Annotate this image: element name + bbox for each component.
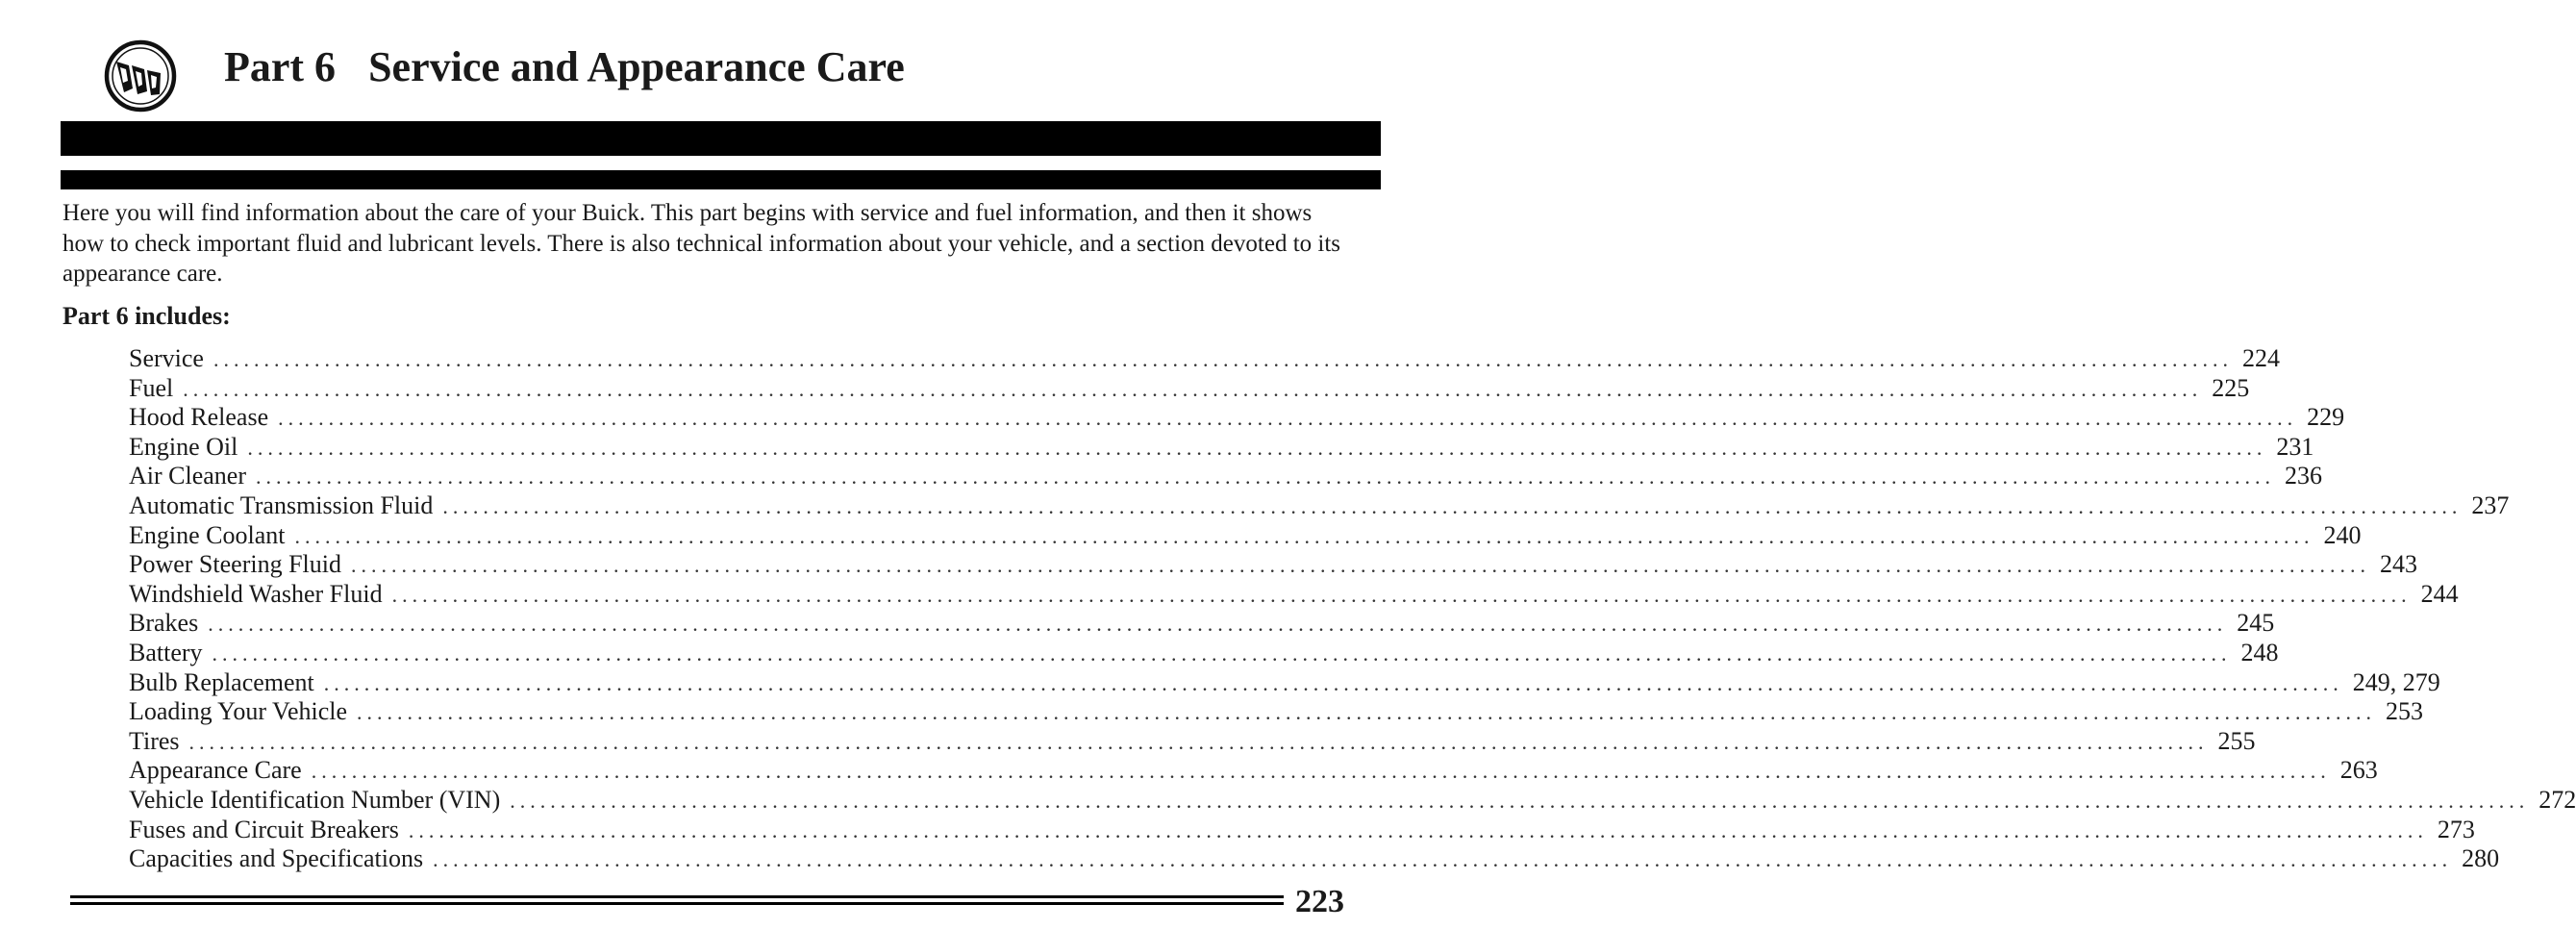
intro-paragraph [63, 198, 1341, 289]
toc-entry-label: Loading Your Vehicle [129, 697, 348, 726]
toc-entry-label: Brakes [129, 609, 199, 638]
toc-entry-label: Fuel [129, 373, 174, 402]
toc-entry-label: Engine Oil [129, 432, 238, 461]
buick-tri-shield-icon [103, 38, 178, 113]
part-label: Part 6 [224, 43, 337, 90]
toc-entry-page: 263 [2339, 756, 2378, 785]
toc-entry-page: 244 [2420, 579, 2459, 608]
toc-entry-page: 224 [2241, 344, 2280, 372]
toc-entry [129, 785, 2576, 816]
toc-entry-page: 280 [2462, 844, 2500, 873]
toc-entry-label: Automatic Transmission Fluid [129, 490, 434, 519]
toc-entry-page: 240 [2323, 520, 2362, 549]
toc-leader-dots: ........................................................................................................................................................................................................ [183, 376, 2203, 401]
toc-entry [129, 815, 2475, 845]
toc-entry-page: 255 [2217, 726, 2256, 755]
toc-leader-dots: ........................................................................................................................................................................................................ [323, 670, 2343, 695]
toc-entry-page: 243 [2380, 550, 2417, 579]
toc-entry [129, 403, 2345, 433]
toc-leader-dots: ........................................................................................................................................................................................................ [433, 847, 2453, 872]
toc-entry-label: Engine Coolant [129, 520, 286, 549]
toc-entry [129, 667, 2440, 698]
toc-entry [129, 756, 2378, 786]
toc-entry [129, 373, 2250, 404]
toc-entry-label: Windshield Washer Fluid [129, 579, 383, 608]
toc-leader-dots: ........................................................................................................................................................................................................ [442, 493, 2463, 518]
toc-leader-dots: ........................................................................................................................................................................................................ [247, 435, 2267, 460]
header-divider-thin [61, 170, 1381, 189]
toc-entry-label: Battery [129, 638, 203, 666]
toc-entry-page: 248 [2240, 638, 2279, 666]
toc-entry [129, 726, 2256, 757]
toc-entry [129, 579, 2459, 610]
toc-entry [129, 697, 2424, 727]
toc-entry-page: 237 [2471, 490, 2510, 519]
intro-text: Here you will find information about the care of your Buick. This part begins with service and fuel information, and then it shows how to check important fluid and lubricant levels. There is also technical information about your vehicle, and a section devoted to its appearance care. [63, 200, 1341, 287]
toc-entry-page: 225 [2212, 373, 2250, 402]
toc-leader-dots: ........................................................................................................................................................................................................ [278, 406, 2298, 431]
page-title [224, 43, 905, 90]
toc-entry-page: 236 [2285, 462, 2323, 490]
toc-entry [129, 609, 2275, 639]
toc-entry-label: Capacities and Specifications [129, 844, 424, 873]
toc-entry-label: Vehicle Identification Number (VIN) [129, 785, 501, 814]
toc-leader-dots: ........................................................................................................................................................................................................ [294, 523, 2314, 548]
toc-leader-dots: ........................................................................................................................................................................................................ [510, 788, 2530, 813]
toc-entry-page: 272 [2538, 785, 2576, 814]
toc-entry-page: 245 [2237, 609, 2275, 638]
toc-leader-dots: ........................................................................................................................................................................................................ [256, 465, 2276, 490]
toc-leader-dots: ........................................................................................................................................................................................................ [212, 641, 2232, 666]
footer-rule-top [70, 895, 1284, 898]
table-of-contents [129, 344, 2576, 874]
toc-entry-page: 231 [2276, 432, 2314, 461]
toc-entry-page: 229 [2307, 403, 2345, 432]
page-number: 223 [1295, 884, 1344, 919]
toc-leader-dots: ........................................................................................................................................................................................................ [311, 759, 2331, 784]
toc-entry-page: 249, 279 [2352, 667, 2440, 696]
toc-entry-label: Bulb Replacement [129, 667, 314, 696]
toc-leader-dots: ........................................................................................................................................................................................................ [391, 582, 2412, 607]
toc-entry-page: 253 [2386, 697, 2424, 726]
toc-entry-label: Appearance Care [129, 756, 302, 785]
toc-entry-label: Tires [129, 726, 180, 755]
includes-heading: Part 6 includes: [63, 302, 231, 330]
toc-entry-label: Hood Release [129, 403, 269, 432]
section-title: Service and Appearance Care [368, 43, 905, 90]
toc-entry-page: 273 [2437, 815, 2475, 843]
toc-leader-dots: ........................................................................................................................................................................................................ [408, 817, 2428, 842]
toc-entry [129, 550, 2417, 580]
toc-leader-dots: ........................................................................................................................................................................................................ [188, 729, 2209, 754]
toc-entry-label: Fuses and Circuit Breakers [129, 815, 399, 843]
toc-leader-dots: ........................................................................................................................................................................................................ [357, 700, 2377, 725]
toc-entry [129, 344, 2280, 374]
toc-entry [129, 638, 2279, 668]
toc-entry-label: Power Steering Fluid [129, 550, 341, 579]
toc-entry [129, 432, 2314, 463]
toc-entry-label: Air Cleaner [129, 462, 247, 490]
header-divider-thick [61, 121, 1381, 156]
toc-entry [129, 490, 2510, 521]
toc-entry [129, 520, 2362, 551]
toc-leader-dots: ........................................................................................................................................................................................................ [208, 612, 2228, 637]
toc-entry [129, 462, 2323, 491]
toc-leader-dots: ........................................................................................................................................................................................................ [351, 553, 2370, 578]
toc-leader-dots: ........................................................................................................................................................................................................ [213, 347, 2233, 371]
footer-rule-bottom [70, 902, 1284, 905]
toc-entry-label: Service [129, 344, 204, 372]
toc-entry [129, 844, 2500, 874]
